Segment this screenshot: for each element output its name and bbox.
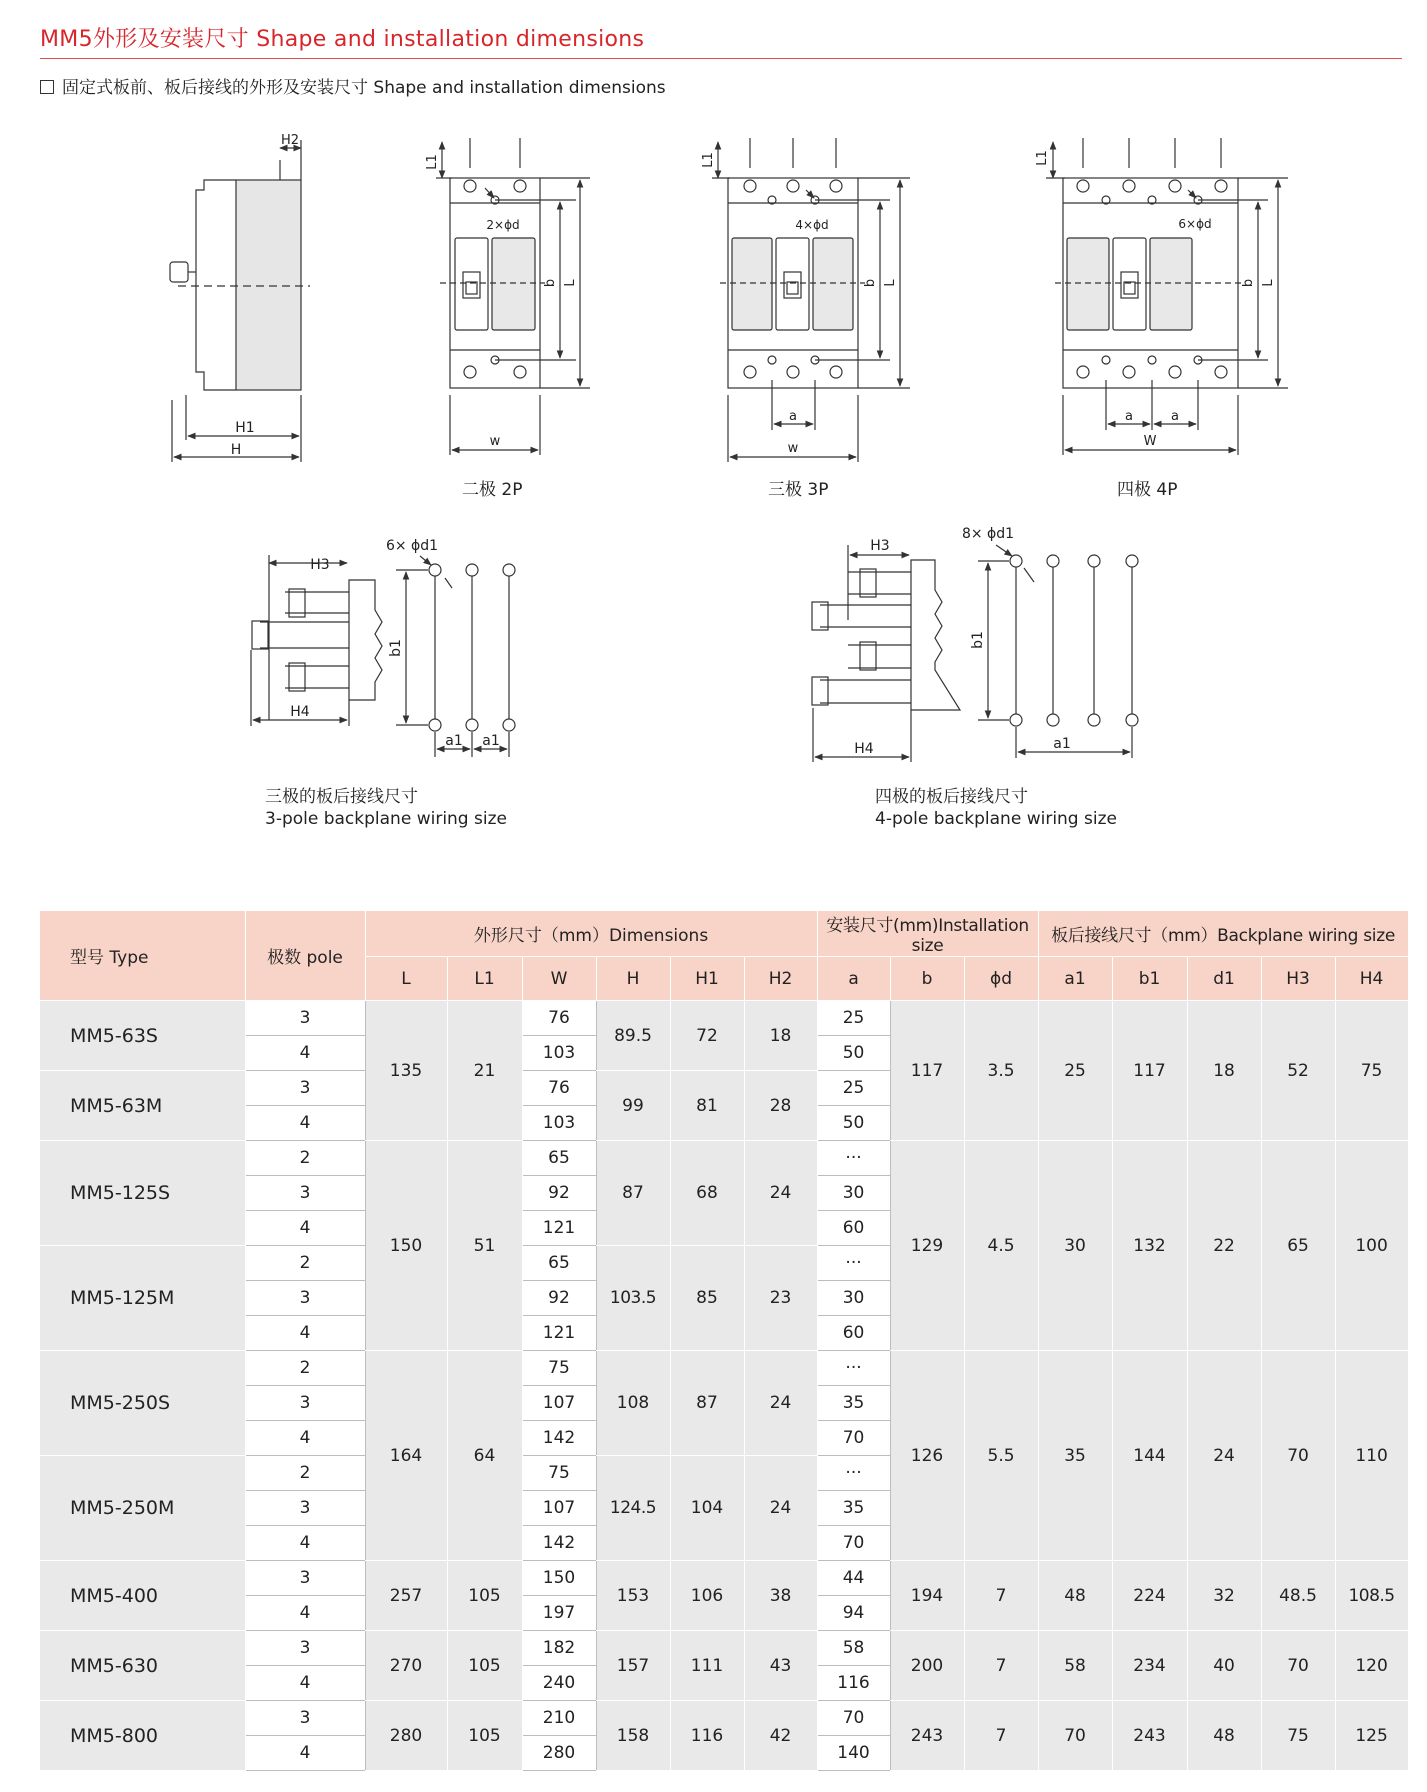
cell-W: 92: [522, 1176, 596, 1211]
hole-label-bp3: 6× ϕd1: [385, 538, 439, 554]
model-name: MM5-63S: [40, 1001, 245, 1071]
pole-cell: 2: [245, 1351, 365, 1386]
dim-label-a-4p-right: a: [1171, 409, 1179, 424]
cell-d: 7: [964, 1561, 1038, 1631]
cell-H2: 24: [744, 1456, 817, 1561]
cell-W: 142: [522, 1526, 596, 1561]
dim-label-a1-3p-right: a1: [482, 733, 500, 749]
caption-2p: 二极 2P: [462, 480, 523, 500]
hole-label-4p: 6×ϕd: [1178, 217, 1212, 231]
dim-label-w-2p: w: [489, 434, 501, 449]
dim-label-b-2p: b: [543, 278, 558, 288]
model-name: MM5-630: [40, 1631, 245, 1701]
cell-W: 121: [522, 1316, 596, 1351]
cell-W: 75: [522, 1456, 596, 1491]
dim-label-a-4p-left: a: [1125, 409, 1133, 424]
model-name: MM5-400: [40, 1561, 245, 1631]
col-header: H4: [1335, 957, 1408, 1001]
pole-cell: 2: [245, 1141, 365, 1176]
cell-d1: 32: [1187, 1561, 1261, 1631]
cell-H2: 23: [744, 1246, 817, 1351]
caption-bp4-cn: 四极的板后接线尺寸: [875, 787, 1028, 807]
cell-H2: 24: [744, 1351, 817, 1456]
section-subtitle-text: 固定式板前、板后接线的外形及安装尺寸 Shape and installation dimensions: [62, 78, 666, 98]
cell-H: 99: [596, 1071, 670, 1141]
cell-L1: 105: [447, 1561, 522, 1631]
cell-L1: 64: [447, 1351, 522, 1561]
dim-label-h3-3p: H3: [310, 557, 330, 573]
cell-H4: 125: [1335, 1701, 1408, 1771]
cell-a: ···: [817, 1246, 890, 1281]
cell-L1: 51: [447, 1141, 522, 1351]
table-row: [40, 1631, 1408, 1666]
cell-W: 107: [522, 1491, 596, 1526]
model-name: MM5-63M: [40, 1071, 245, 1141]
cell-W: 65: [522, 1246, 596, 1281]
cell-L1: 21: [447, 1001, 522, 1141]
cell-H3: 75: [1261, 1701, 1335, 1771]
col-header: L1: [447, 957, 522, 1001]
dim-label-h4-4p: H4: [854, 741, 874, 757]
table-row: [40, 1701, 1408, 1736]
front-view-2p-drawing: [436, 138, 590, 455]
pole-cell: 4: [245, 1106, 365, 1141]
cell-H2: 24: [744, 1141, 817, 1246]
model-name: MM5-125S: [40, 1141, 245, 1246]
model-name: MM5-800: [40, 1701, 245, 1771]
col-header: a: [817, 957, 890, 1001]
cell-H: 103.5: [596, 1246, 670, 1351]
cell-H4: 75: [1335, 1001, 1408, 1141]
dim-label-l1-3p: L1: [701, 152, 716, 168]
dim-label-l-4p: L: [1261, 279, 1276, 287]
cell-a: 140: [817, 1736, 890, 1771]
dim-label-h1: H1: [235, 420, 255, 436]
table-row: [40, 1561, 1408, 1596]
cell-a1: 35: [1038, 1351, 1112, 1561]
model-name: MM5-250S: [40, 1351, 245, 1456]
cell-L: 164: [365, 1351, 447, 1561]
cell-W: 142: [522, 1421, 596, 1456]
cell-a1: 70: [1038, 1701, 1112, 1771]
pole-cell: 3: [245, 1281, 365, 1316]
caption-bp4-en: 4-pole backplane wiring size: [875, 809, 1117, 829]
cell-H2: 28: [744, 1071, 817, 1141]
col-header: H1: [670, 957, 744, 1001]
cell-W: 76: [522, 1001, 596, 1036]
front-view-3p-drawing: [712, 138, 910, 462]
cell-a: 60: [817, 1316, 890, 1351]
cell-W: 103: [522, 1106, 596, 1141]
cell-a: 94: [817, 1596, 890, 1631]
cell-W: 210: [522, 1701, 596, 1736]
cell-H2: 38: [744, 1561, 817, 1631]
pole-cell: 3: [245, 1176, 365, 1211]
cell-H: 108: [596, 1351, 670, 1456]
cell-H3: 70: [1261, 1631, 1335, 1701]
cell-b: 243: [890, 1701, 964, 1771]
pole-cell: 2: [245, 1456, 365, 1491]
cell-H: 89.5: [596, 1001, 670, 1071]
cell-H4: 110: [1335, 1351, 1408, 1561]
cell-a: 70: [817, 1526, 890, 1561]
cell-H2: 43: [744, 1631, 817, 1701]
cell-L: 150: [365, 1141, 447, 1351]
dim-label-l-2p: L: [563, 279, 578, 287]
caption-4p: 四极 4P: [1117, 480, 1178, 500]
cell-W: 182: [522, 1631, 596, 1666]
pole-cell: 4: [245, 1036, 365, 1071]
cell-W: 121: [522, 1211, 596, 1246]
caption-bp3: [265, 786, 507, 830]
pole-cell: 3: [245, 1561, 365, 1596]
front-view-4p-drawing: [1046, 138, 1288, 455]
cell-a: 35: [817, 1491, 890, 1526]
dim-label-b-3p: b: [863, 278, 878, 288]
cell-L1: 105: [447, 1701, 522, 1771]
header-pole: 极数 pole: [245, 911, 365, 1001]
cell-a1: 58: [1038, 1631, 1112, 1701]
dim-label-h2: H2: [280, 133, 300, 148]
cell-a: 25: [817, 1001, 890, 1036]
cell-d: 5.5: [964, 1351, 1038, 1561]
cell-b: 129: [890, 1141, 964, 1351]
cell-b1: 224: [1112, 1561, 1187, 1631]
dim-label-h3-4p: H3: [870, 538, 890, 554]
cell-H: 87: [596, 1141, 670, 1246]
cell-H1: 81: [670, 1071, 744, 1141]
cell-W: 76: [522, 1071, 596, 1106]
cell-b: 126: [890, 1351, 964, 1561]
table-row: [40, 1141, 1408, 1176]
caption-3p: 三极 3P: [768, 480, 829, 500]
pole-cell: 4: [245, 1666, 365, 1701]
cell-a: 70: [817, 1421, 890, 1456]
cell-d1: 18: [1187, 1001, 1261, 1141]
header-type: 型号 Type: [40, 911, 245, 1001]
cell-W: 197: [522, 1596, 596, 1631]
model-name: MM5-125M: [40, 1246, 245, 1351]
cell-H1: 85: [670, 1246, 744, 1351]
cell-H: 124.5: [596, 1456, 670, 1561]
cell-H4: 108.5: [1335, 1561, 1408, 1631]
cell-H1: 72: [670, 1001, 744, 1071]
cell-H: 157: [596, 1631, 670, 1701]
table-row: [40, 1001, 1408, 1036]
pole-cell: 4: [245, 1526, 365, 1561]
cell-d: 3.5: [964, 1001, 1038, 1141]
col-header: L: [365, 957, 447, 1001]
cell-H1: 68: [670, 1141, 744, 1246]
col-header: H2: [744, 957, 817, 1001]
pole-cell: 3: [245, 1491, 365, 1526]
col-header: H: [596, 957, 670, 1001]
caption-bp4: [875, 786, 1117, 830]
caption-bp3-cn: 三极的板后接线尺寸: [265, 787, 418, 807]
cell-b1: 243: [1112, 1701, 1187, 1771]
cell-a: 116: [817, 1666, 890, 1701]
cell-W: 150: [522, 1561, 596, 1596]
cell-H1: 116: [670, 1701, 744, 1771]
cell-a: 50: [817, 1036, 890, 1071]
cell-H: 153: [596, 1561, 670, 1631]
cell-H4: 100: [1335, 1141, 1408, 1351]
col-header: H3: [1261, 957, 1335, 1001]
pole-cell: 4: [245, 1211, 365, 1246]
cell-a: 58: [817, 1631, 890, 1666]
cell-H: 158: [596, 1701, 670, 1771]
cell-a: 44: [817, 1561, 890, 1596]
cell-H4: 120: [1335, 1631, 1408, 1701]
cell-a: ···: [817, 1351, 890, 1386]
cell-L: 257: [365, 1561, 447, 1631]
cell-b1: 117: [1112, 1001, 1187, 1141]
cell-a1: 48: [1038, 1561, 1112, 1631]
cell-b1: 234: [1112, 1631, 1187, 1701]
table-row: [40, 1351, 1408, 1386]
cell-L: 280: [365, 1701, 447, 1771]
col-header: W: [522, 957, 596, 1001]
dim-label-l1-2p: L1: [425, 154, 440, 170]
model-name: MM5-250M: [40, 1456, 245, 1561]
cell-L: 135: [365, 1001, 447, 1141]
cell-b1: 144: [1112, 1351, 1187, 1561]
cell-H3: 70: [1261, 1351, 1335, 1561]
side-view-drawing: [170, 140, 310, 462]
cell-H3: 52: [1261, 1001, 1335, 1141]
col-header: d1: [1187, 957, 1261, 1001]
col-header: b: [890, 957, 964, 1001]
cell-a1: 30: [1038, 1141, 1112, 1351]
cell-W: 92: [522, 1281, 596, 1316]
cell-a: 30: [817, 1176, 890, 1211]
cell-d: 4.5: [964, 1141, 1038, 1351]
dim-label-w-4p: W: [1143, 434, 1157, 449]
cell-d1: 40: [1187, 1631, 1261, 1701]
dim-label-h4-3p: H4: [290, 704, 310, 720]
cell-b: 194: [890, 1561, 964, 1631]
dim-label-a1-3p-left: a1: [445, 733, 463, 749]
dim-label-a-3p: a: [789, 409, 797, 424]
cell-H3: 48.5: [1261, 1561, 1335, 1631]
cell-b: 200: [890, 1631, 964, 1701]
pole-cell: 4: [245, 1596, 365, 1631]
dim-label-l-3p: L: [883, 279, 898, 287]
page-title: MM5外形及安装尺寸 Shape and installation dimensions: [40, 27, 645, 52]
dim-label-b1-3p: b1: [388, 639, 404, 657]
cell-H2: 18: [744, 1001, 817, 1071]
cell-H2: 42: [744, 1701, 817, 1771]
cell-d: 7: [964, 1631, 1038, 1701]
caption-bp3-en: 3-pole backplane wiring size: [265, 809, 507, 829]
pole-cell: 4: [245, 1421, 365, 1456]
pole-cell: 3: [245, 1631, 365, 1666]
cell-W: 280: [522, 1736, 596, 1771]
cell-a: 70: [817, 1701, 890, 1736]
dim-label-b-4p: b: [1241, 278, 1256, 288]
col-header: a1: [1038, 957, 1112, 1001]
cell-W: 65: [522, 1141, 596, 1176]
cell-b1: 132: [1112, 1141, 1187, 1351]
hole-label-bp4: 8× ϕd1: [961, 526, 1015, 542]
cell-d: 7: [964, 1701, 1038, 1771]
dim-label-h: H: [230, 442, 242, 458]
col-header: ϕd: [964, 957, 1038, 1001]
cell-a: 25: [817, 1071, 890, 1106]
cell-L1: 105: [447, 1631, 522, 1701]
cell-W: 103: [522, 1036, 596, 1071]
cell-a: ···: [817, 1141, 890, 1176]
dim-label-l1-4p: L1: [1035, 150, 1050, 166]
cell-W: 75: [522, 1351, 596, 1386]
cell-a: 50: [817, 1106, 890, 1141]
hole-label-3p: 4×ϕd: [795, 218, 829, 232]
header-installation: 安装尺寸(mm)Installation size: [817, 911, 1038, 957]
pole-cell: 3: [245, 1071, 365, 1106]
dim-label-a1-4p: a1: [1053, 736, 1071, 752]
cell-H1: 104: [670, 1456, 744, 1561]
cell-a: 35: [817, 1386, 890, 1421]
pole-cell: 3: [245, 1701, 365, 1736]
dim-label-b1-4p: b1: [970, 631, 986, 649]
dim-label-w-3p: w: [787, 441, 799, 456]
pole-cell: 2: [245, 1246, 365, 1281]
cell-W: 240: [522, 1666, 596, 1701]
header-dimensions: 外形尺寸（mm）Dimensions: [365, 911, 817, 957]
cell-H1: 111: [670, 1631, 744, 1701]
pole-cell: 4: [245, 1736, 365, 1771]
cell-a: 30: [817, 1281, 890, 1316]
pole-cell: 3: [245, 1001, 365, 1036]
cell-a: ···: [817, 1456, 890, 1491]
cell-b: 117: [890, 1001, 964, 1141]
cell-a1: 25: [1038, 1001, 1112, 1141]
cell-H1: 106: [670, 1561, 744, 1631]
pole-cell: 4: [245, 1316, 365, 1351]
header-backplane: 板后接线尺寸（mm）Backplane wiring size: [1038, 911, 1408, 957]
cell-W: 107: [522, 1386, 596, 1421]
cell-L: 270: [365, 1631, 447, 1701]
cell-H1: 87: [670, 1351, 744, 1456]
cell-H3: 65: [1261, 1141, 1335, 1351]
pole-cell: 3: [245, 1386, 365, 1421]
backplane-4p-drawing: [812, 545, 1138, 762]
col-header: b1: [1112, 957, 1187, 1001]
backplane-3p-drawing: [251, 555, 515, 757]
hole-label-2p: 2×ϕd: [486, 218, 520, 232]
cell-d1: 48: [1187, 1701, 1261, 1771]
cell-a: 60: [817, 1211, 890, 1246]
cell-d1: 24: [1187, 1351, 1261, 1561]
cell-d1: 22: [1187, 1141, 1261, 1351]
dimensions-table: [40, 911, 1409, 1771]
